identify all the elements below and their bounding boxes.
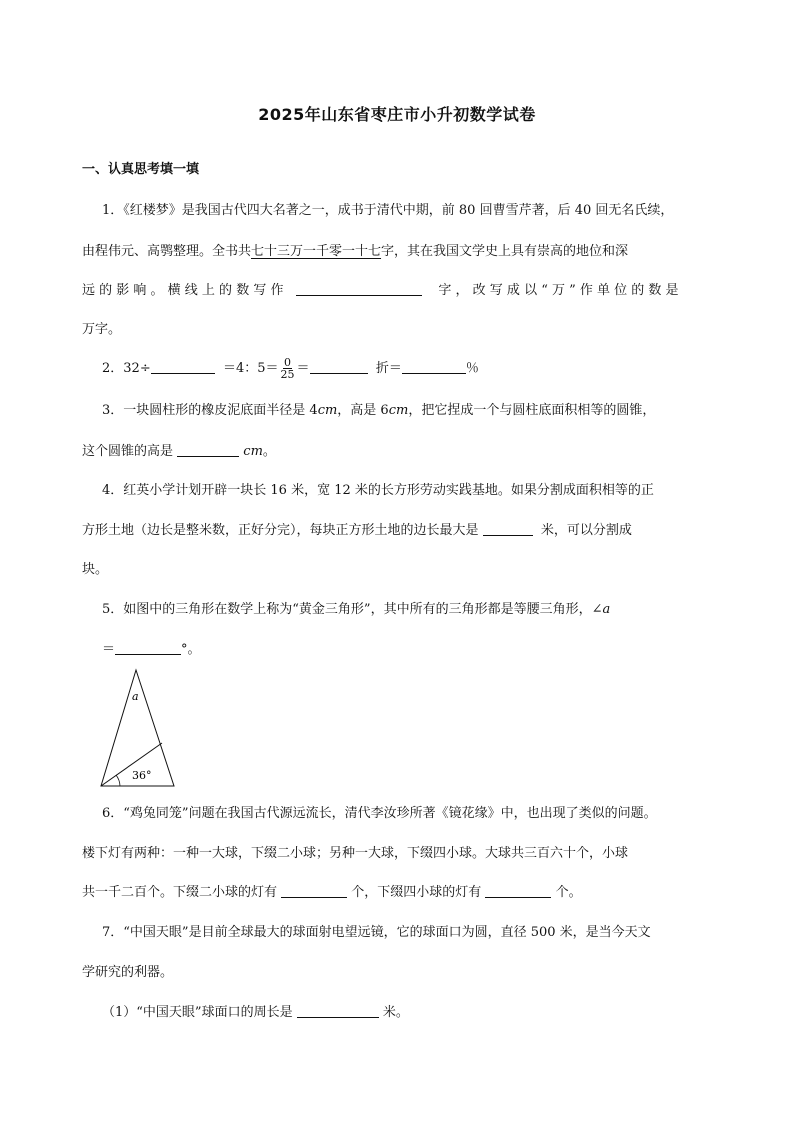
angle-arc	[116, 775, 120, 786]
q1-line-2: 由程伟元、高鹗整理。全书共七十三万一千零一十七字，其在我国文学史上具有崇高的地位和深	[82, 244, 629, 259]
angle-a-label: a	[132, 690, 139, 703]
q7-sub-1: （1）“中国天眼”球面口的周长是 米。	[102, 1005, 409, 1020]
q2-line: 2．32÷ ＝4：5＝ $\frac{0}{25}$ ＝ 折＝ ％	[102, 356, 479, 381]
golden-triangle-figure	[98, 668, 180, 790]
q1-line-1: 1．《红楼梦》是我国古代四大名著之一，成书于清代中期，前 80 回曹雪芹著，后 40 回无名氏续，	[102, 203, 674, 218]
q7-blank[interactable]	[297, 1004, 379, 1018]
q2-blank-3[interactable]	[402, 360, 466, 374]
q5-line-2: ＝ °。	[102, 642, 201, 657]
q1-line-3: 远 的 影 响 。 横 线 上 的 数 写 作 字 ， 改 写 成 以 “ 万 ” 作 单 位 的 数 是	[82, 283, 679, 298]
fraction: $\frac{0}{25}$	[280, 356, 295, 381]
q6-blank-2[interactable]	[485, 884, 551, 898]
q4-blank[interactable]	[483, 522, 533, 536]
q3-blank[interactable]	[177, 443, 239, 457]
underlined-number-text: 七十三万一千零一十七	[251, 244, 382, 259]
q7-line-1: 7．“中国天眼”是目前全球最大的球面射电望远镜，它的球面口为圆，直径 500 米，是当今天文	[102, 925, 651, 940]
q6-line-3: 共一千二百个。下缀二小球的灯有 个，下缀四小球的灯有 个。	[82, 885, 582, 900]
q4-line-2: 方形土地（边长是整米数，正好分完），每块正方形土地的边长最大是 米，可以分割成	[82, 523, 632, 538]
q5-blank[interactable]	[115, 641, 181, 655]
q1-line-4: 万字。	[82, 322, 122, 337]
q2-blank-1[interactable]	[151, 360, 215, 374]
q1-blank-1[interactable]	[296, 282, 422, 296]
q4-line-3: 块。	[82, 562, 109, 577]
q3-line-1: 3．一块圆柱形的橡皮泥底面半径是 4cm，高是 6cm，把它捏成一个与圆柱底面积相等的圆锥，	[102, 403, 656, 418]
q6-line-1: 6．“鸡兔同笼”问题在我国古代源远流长，清代李汝珍所著《镜花缘》中，也出现了类似的问题。	[102, 806, 657, 821]
q7-line-2: 学研究的利器。	[82, 965, 174, 980]
q6-line-2: 楼下灯有两种：一种一大球，下缀二小球；另种一大球，下缀四小球。大球共三百六十个，小球	[82, 846, 629, 861]
q5-line-1: 5．如图中的三角形在数学上称为“黄金三角形”，其中所有的三角形都是等腰三角形，∠a	[102, 602, 611, 617]
page-title: 2025年山东省枣庄市小升初数学试卷	[258, 105, 536, 124]
section-heading: 一、认真思考填一填	[82, 162, 200, 177]
q2-blank-2[interactable]	[310, 360, 368, 374]
q4-line-1: 4．红英小学计划开辟一块长 16 米，宽 12 米的长方形劳动实践基地。如果分割成面积相等的正	[102, 483, 654, 498]
angle-36-label: 36°	[132, 769, 152, 782]
q6-blank-1[interactable]	[281, 884, 347, 898]
q3-line-2: 这个圆锥的高是 cm。	[82, 444, 276, 459]
